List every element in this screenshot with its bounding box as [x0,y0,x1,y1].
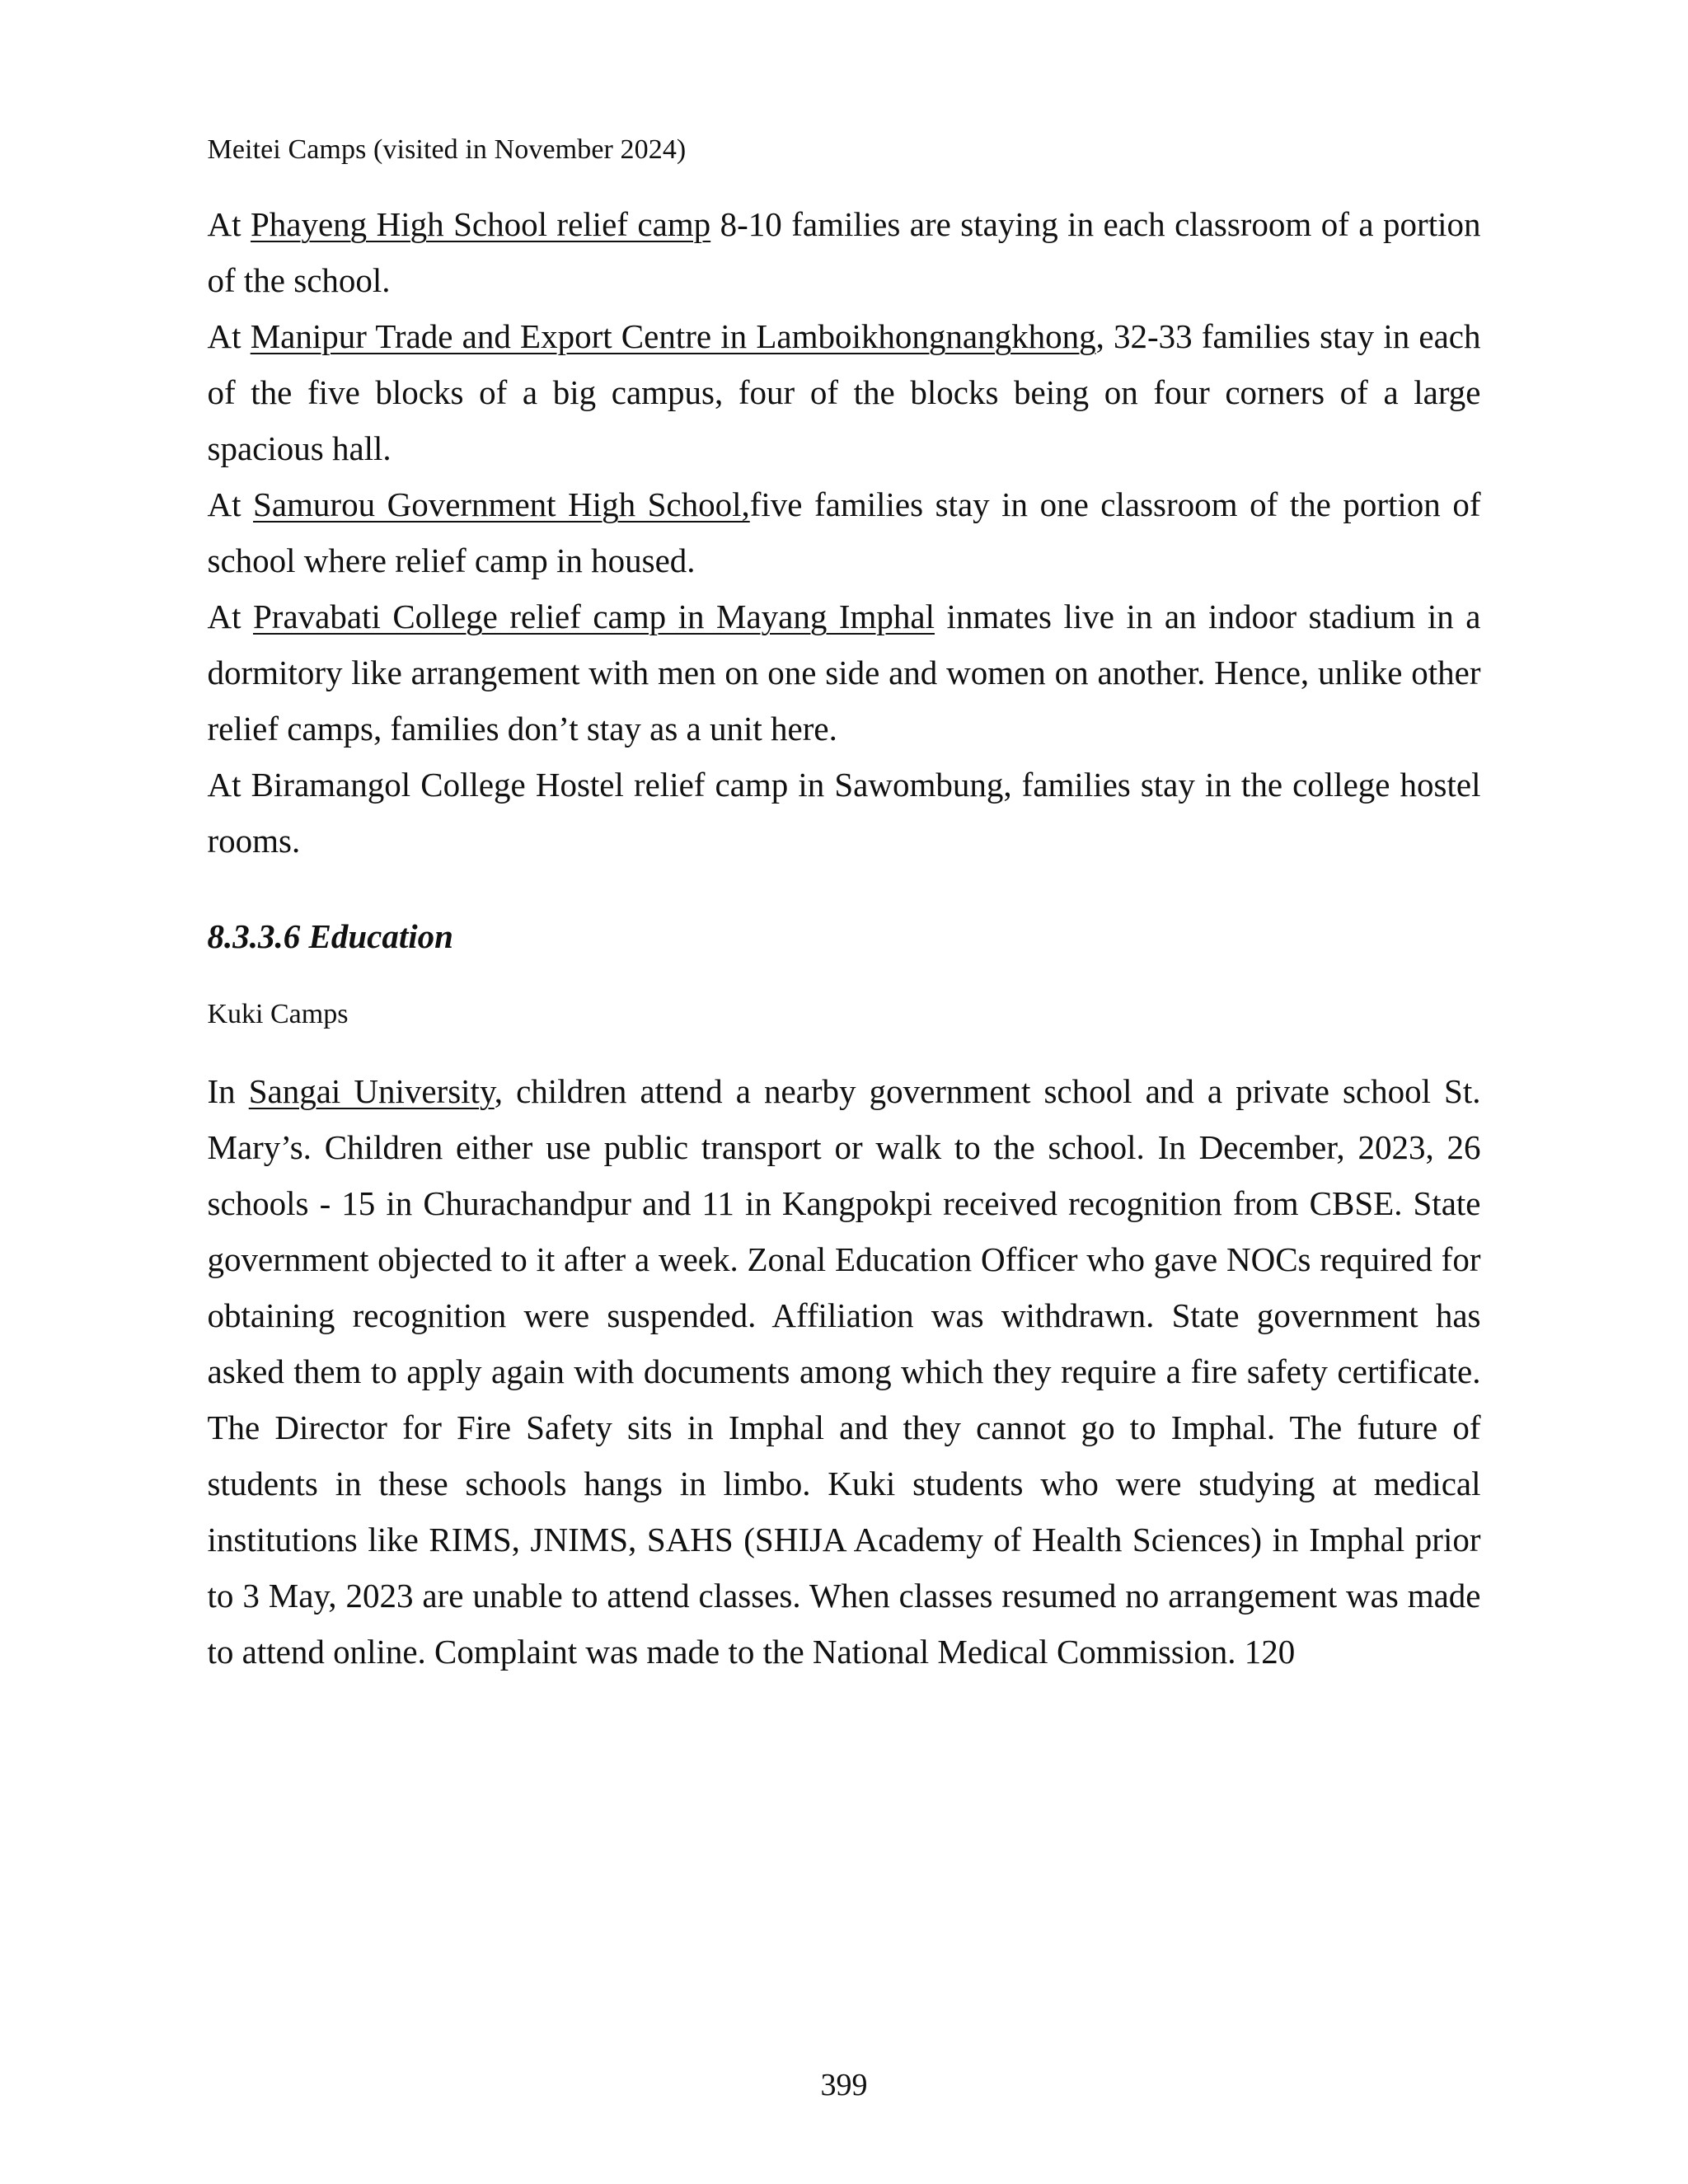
meitei-camps-label: Meitei Camps (visited in November 2024) [207,134,687,165]
paragraph-manipur-trade-centre [208,308,1481,476]
paragraph-rest: , children attend a nearby government school and a private school St. Mary’s. Children either use public transport or walk to the school. In December, 2023, 26 schools - 15 in Churachandpur and 11 in Kangpokpi received recognition from CBSE. State government objected to it after a week. Zonal Education Officer who gave NOCs required for obtaining recognition were suspended. Affiliation was withdrawn. State government has asked them to apply again with documents among which they require a fire safety certificate. The Director for Fire Safety sits in Imphal and they cannot go to Imphal. The future of students in these schools hangs in limbo. Kuki students who were studying at medical institutions like RIMS, JNIMS, SAHS (SHIJA Academy of Health Sciences) in Imphal prior to 3 May, 2023 are unable to attend classes. When classes resumed no arrangement was made to attend online. Complaint was made to the National Medical Commission. 120 [207,1071,1481,1671]
paragraph-lead: At [207,205,251,244]
paragraph-rest: inmates live in an indoor stadium in a dormitory like arrangement with men on one side and women on another. Hence, unlike other relief camps, families don’t stay as a unit here. [207,598,1481,748]
place-name-samurou-government-high-school: Samurou Government High School, [253,485,750,524]
section-heading-education: 8.3.3.6 Education [207,917,453,956]
paragraph-phayeng [208,196,1481,308]
place-name-pravabati-college: Pravabati College relief camp in Mayang Imphal [253,598,935,636]
paragraph-lead: At [207,317,251,356]
place-name-manipur-trade-and-export-centre: Manipur Trade and Export Centre in Lamboikhongnangkhong [250,317,1096,356]
kuki-camps-label: Kuki Camps [207,999,349,1030]
place-name-phayeng-high-school: Phayeng High School relief camp [250,205,711,244]
paragraph-lead: At [207,598,253,636]
paragraph-rest: , 32-33 families stay in each of the five blocks of a big campus, four of the blocks being on four corners of a large spacious hall. [207,317,1481,468]
paragraph-rest: five families stay in one classroom of the portion of school where relief camp in housed. [207,485,1481,580]
paragraph-samurou [208,476,1481,588]
paragraph-lead: At [207,485,254,524]
page-content [208,132,1481,1680]
paragraph-education-kuki [208,1063,1481,1680]
paragraph-biramangol [208,757,1481,869]
paragraph-rest: 8-10 families are staying in each classroom of a portion of the school. [207,205,1481,300]
paragraph-rest: At Biramangol College Hostel relief camp in Sawombung, families stay in the college hostel rooms. [207,766,1481,860]
paragraph-pravabati [208,588,1481,757]
place-name-sangai-university: Sangai University [248,1071,495,1110]
paragraph-lead: In [207,1071,249,1110]
page-number: 399 [820,2068,868,2103]
